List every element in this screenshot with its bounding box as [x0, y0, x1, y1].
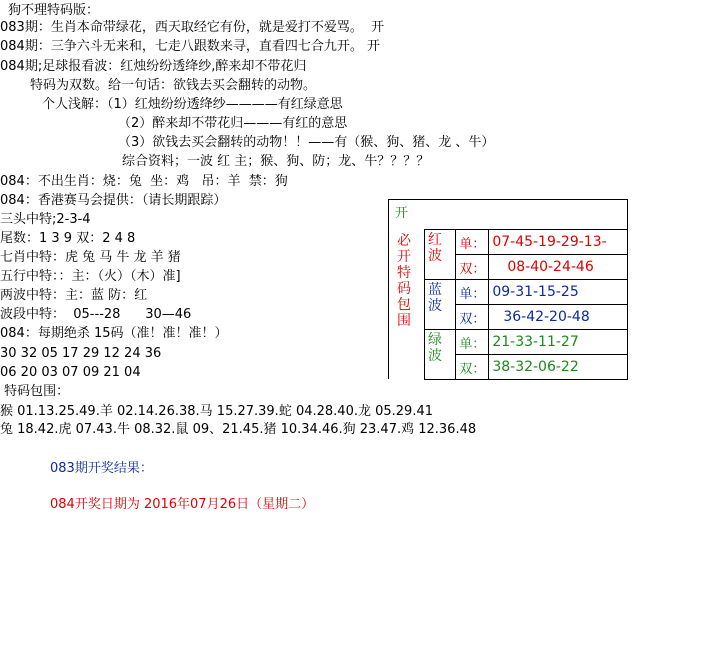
odd-even-label: 双：	[456, 305, 489, 330]
number-list: 07-45-19-29-13-	[489, 230, 628, 255]
box-left-border	[388, 229, 389, 379]
text-line: 综合资料；一波 红 主；猴、狗、防；龙、牛？？？？	[122, 154, 430, 169]
number-list: 08-40-24-46	[489, 255, 628, 280]
table-row	[425, 355, 628, 380]
text-line: 波段中特： 05---28 30—46	[0, 307, 192, 322]
text-line: 06 20 03 07 09 21 04	[0, 365, 141, 380]
text-line: 五行中特：：主：（火）（木）准]	[0, 269, 181, 284]
odd-even-label: 双：	[456, 355, 489, 380]
table-row	[425, 255, 628, 280]
table-row	[425, 305, 628, 330]
text-line: 猴 01.13.25.49.羊 02.14.26.38.马 15.27.39.蛇 04.28.40.龙 05.29.41	[0, 404, 433, 419]
box-header	[388, 199, 628, 230]
text-line: 特码包围：	[0, 384, 70, 399]
wave-name: 蓝波	[425, 280, 456, 330]
text-line: 兔 18.42.虎 07.43.牛 08.32.鼠 09、21.45.猪 10.34.46.狗 23.47.鸡 12.36.48	[0, 422, 477, 437]
text-line: 30 32 05 17 29 12 24 36	[0, 346, 162, 361]
result-label: 083期开奖结果：	[50, 461, 153, 476]
table-row	[425, 280, 628, 305]
prediction-box	[388, 199, 628, 379]
number-list: 36-42-20-48	[489, 305, 628, 330]
page-title: 狗不理特码版：	[8, 3, 100, 18]
box-side-label: 必开特码包围	[397, 233, 411, 329]
text-line: （3）欲钱去买会翻转的动物！！——有（猴、狗、猪、龙 、牛）	[118, 135, 495, 150]
text-line: 084期：三争六斗无来和，七走八跟数来寻，直看四七合九开。 开	[0, 39, 380, 54]
text-line: 084：不出生肖：烧：兔 坐：鸡 吊：羊 禁：狗	[0, 174, 288, 189]
wave-name: 绿波	[425, 330, 456, 380]
text-line: 三头中特;2-3-4	[0, 212, 91, 227]
table-row	[425, 230, 628, 255]
odd-even-label: 双：	[456, 255, 489, 280]
text-line: 084期;足球报看波：红烛纷纷透绛纱,醉来却不带花归	[0, 59, 307, 74]
text-line: （2）醉来却不带花归———有红的意思	[118, 116, 348, 131]
text-line: 084：每期绝杀 15码（准！准！准！）	[0, 326, 228, 341]
text-line: 两波中特：主：蓝 防：红	[0, 288, 148, 303]
text-line: 个人浅解：（1）红烛纷纷透绛纱————有红绿意思	[42, 97, 343, 112]
text-line: 尾数：1 3 9 双：2 4 8	[0, 231, 136, 246]
wave-name: 红波	[425, 230, 456, 280]
box-header-label: 开	[395, 206, 409, 221]
wave-table	[424, 229, 628, 380]
table-row	[425, 330, 628, 355]
number-list: 09-31-15-25	[489, 280, 628, 305]
text-line: 特码为双数。给一句话：欲钱去买会翻转的动物。	[30, 78, 317, 93]
text-line: 七肖中特：虎 兔 马 牛 龙 羊 猪	[0, 250, 181, 265]
text-line: 084：香港赛马会提供：（请长期跟踪）	[0, 193, 227, 208]
odd-even-label: 单：	[456, 280, 489, 305]
number-list: 38-32-06-22	[489, 355, 628, 380]
draw-date: 084开奖日期为 2016年07月26日（星期二）	[50, 497, 315, 512]
number-list: 21-33-11-27	[489, 330, 628, 355]
odd-even-label: 单：	[456, 330, 489, 355]
text-line: 083期：生肖本命带绿花，西天取经它有份，就是爱打不爱骂。 开	[0, 20, 385, 35]
odd-even-label: 单：	[456, 230, 489, 255]
